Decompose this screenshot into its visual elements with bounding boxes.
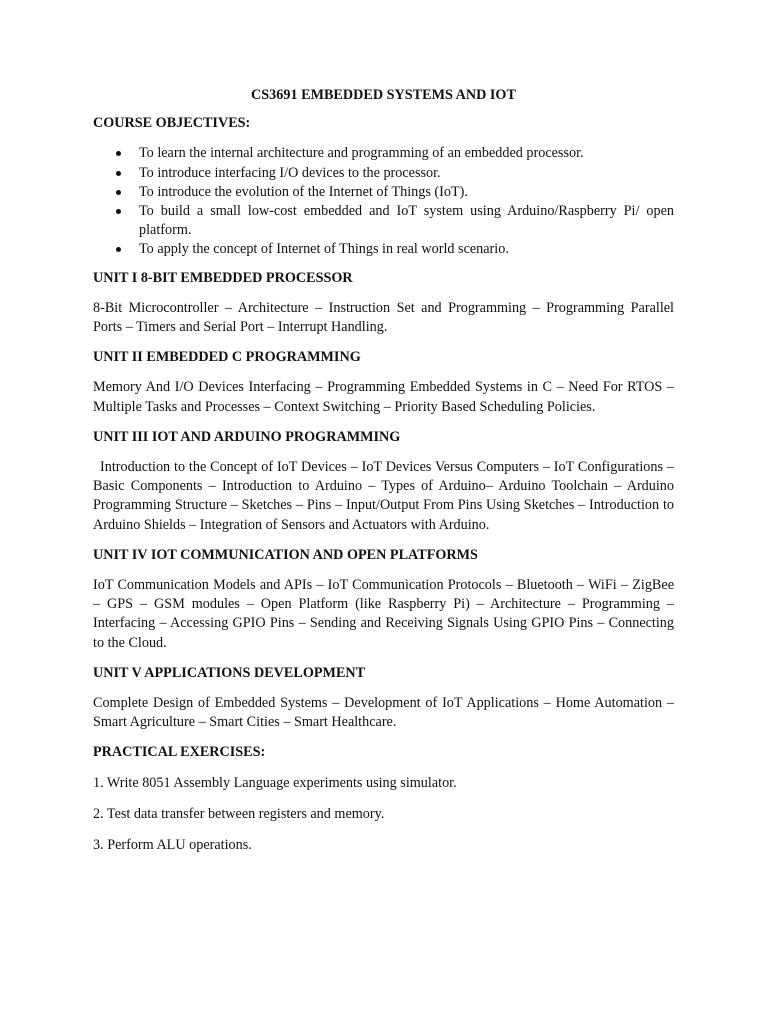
unit-5-body: Complete Design of Embedded Systems – Development of IoT Applications – Home Automation –Smart Agriculture – Smart Cities – Smart Healthcare. [93,695,674,731]
bullet-icon [116,209,121,214]
unit-2-heading: UNIT II EMBEDDED C PROGRAMMING [93,349,361,366]
objective-text: To introduce interfacing I/O devices to the processor. [139,164,441,181]
list-item [93,240,674,259]
exercise-item: 3. Perform ALU operations. [93,837,252,854]
unit-1-heading: UNIT I 8-BIT EMBEDDED PROCESSOR [93,269,353,286]
objective-text: To build a small low-cost embedded and IoT system using Arduino/Raspberry Pi/ open platform. [139,203,674,239]
bullet-icon [116,247,121,252]
course-title: CS3691 EMBEDDED SYSTEMS AND IOT [251,87,516,103]
list-item [93,164,674,183]
unit-4-heading: UNIT IV IOT COMMUNICATION AND OPEN PLATFORMS [93,546,478,563]
bullet-icon [116,151,121,156]
exercise-item: 1. Write 8051 Assembly Language experiments using simulator. [93,774,457,791]
unit-1-body: 8-Bit Microcontroller – Architecture – Instruction Set and Programming – Programming Parallel Ports – Timers and Serial Port – Interrupt Handling. [93,299,674,336]
unit-3-body: Introduction to the Concept of IoT Devices – IoT Devices Versus Computers – IoT Configurations – Basic Components – Introduction to Arduino – Types of Arduino– Arduino Toolchain – Arduino Programming Structure – Sketches – Pins – Input/Output From Pins Using Sketches – Introduction to Arduino Shields – Integration of Sensors and Actuators with Arduino. [93,459,674,533]
practical-heading: PRACTICAL EXERCISES: [93,744,266,761]
exercise-item: 2. Test data transfer between registers and memory. [93,805,385,822]
unit-4-body: IoT Communication Models and APIs – IoT Communication Protocols – Bluetooth – WiFi – ZigBee – GPS – GSM modules – Open Platform (like Raspberry Pi) – Architecture – Programming – Interfacing – Accessing GPIO Pins – Sending and Receiving Signals Using GPIO Pins – Connecting to the Cloud. [93,577,674,651]
unit-2-body: Memory And I/O Devices Interfacing – Programming Embedded Systems in C – Need For RTOS –Multiple Tasks and Processes – Context Switching – Priority Based Scheduling Policies. [93,379,674,415]
bullet-icon [116,190,121,195]
objective-text: To introduce the evolution of the Internet of Things (IoT). [139,183,468,200]
objectives-list [93,144,674,259]
unit-5-heading: UNIT V APPLICATIONS DEVELOPMENT [93,664,366,681]
list-item [93,183,674,202]
objectives-heading: COURSE OBJECTIVES: [93,115,251,132]
unit-3-heading: UNIT III IOT AND ARDUINO PROGRAMMING [93,428,401,445]
objective-text: To learn the internal architecture and programming of an embedded processor. [139,145,584,162]
list-item [93,202,674,240]
document-page [93,86,674,867]
list-item [93,144,674,163]
objective-text: To apply the concept of Internet of Things in real world scenario. [139,241,509,258]
bullet-icon [116,171,121,176]
